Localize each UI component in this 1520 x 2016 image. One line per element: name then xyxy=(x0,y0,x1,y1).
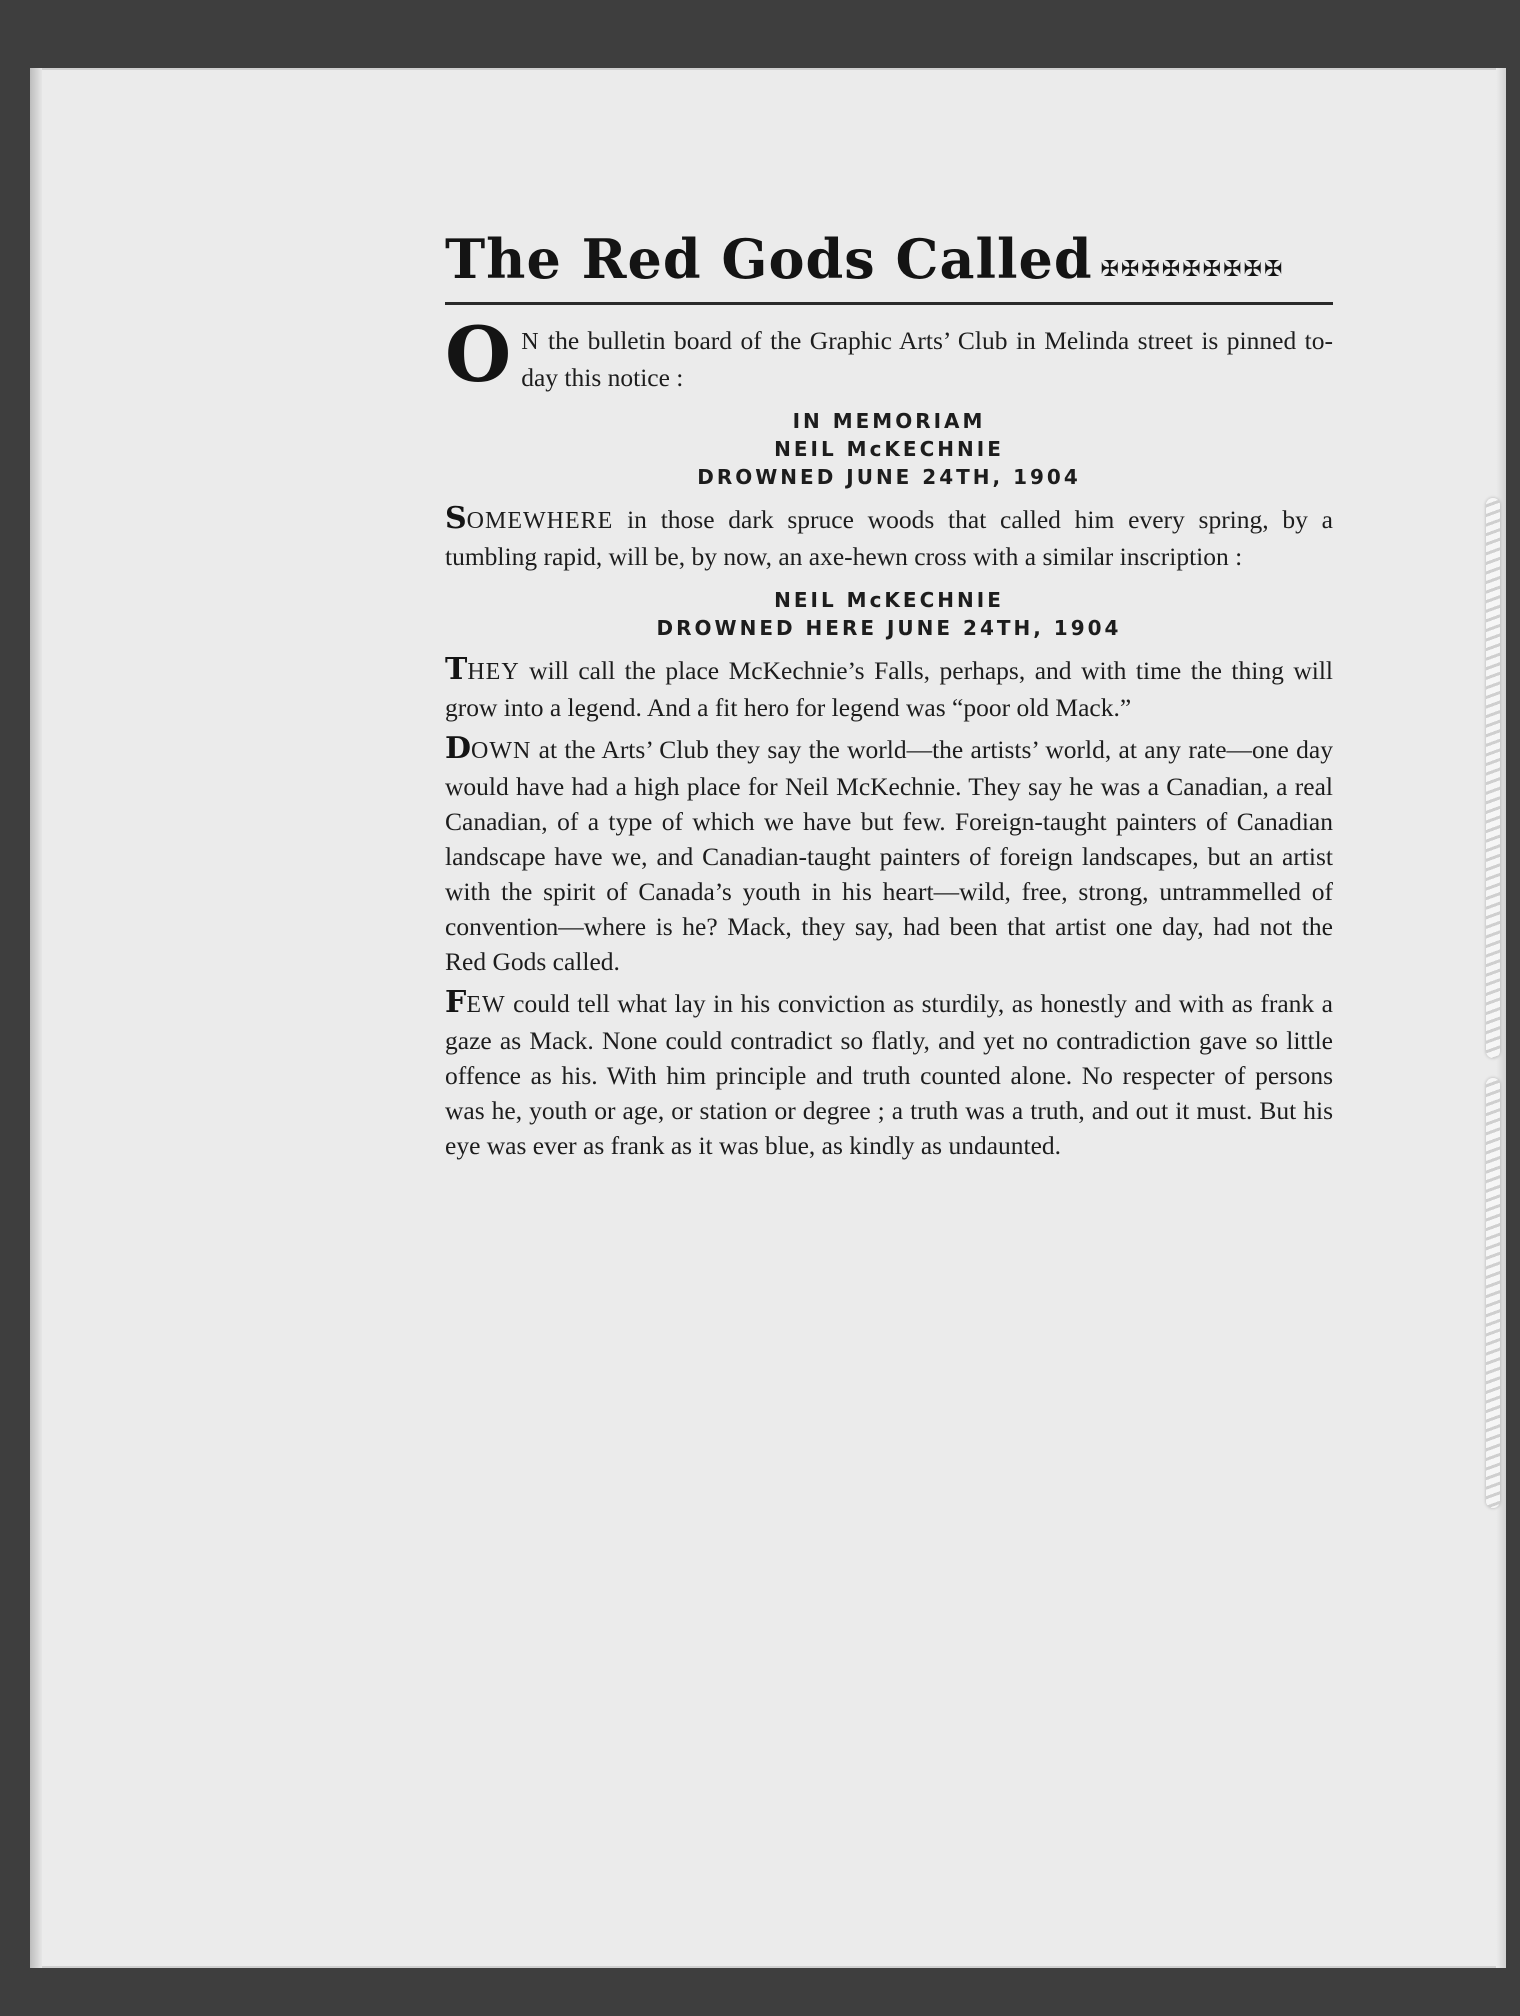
article-title xyxy=(445,220,1333,291)
binding-cord-top xyxy=(1486,498,1500,1058)
initial-s: S xyxy=(445,501,467,536)
cross-inscription xyxy=(445,586,1333,642)
paragraph-2-lead: OMEWHERE xyxy=(466,508,614,534)
binding-cord-bottom xyxy=(1486,1078,1500,1508)
title-text: The Red Gods Called xyxy=(445,227,1093,291)
paragraph-4-text: at the Arts’ Club they say the world—the artists’ world, at any rate—one day would have had a high place for Neil McKechnie. They say he was a Canadian, a real Canadian, of a type of which we have but few. Foreign-taught painters of Canadian landscape have we, and Canadian-taught painters of foreign landscapes, but an artist with the spirit of Canada’s youth in his heart—wild, free, strong, untrammelled of convention—where is he? Mack, they say, had been that artist one day, had not the Red Gods called. xyxy=(445,735,1333,976)
memoriam-notice xyxy=(445,407,1333,491)
paragraph-2-text: in those dark spruce woods that called him every spring, by a tumbling rapid, will be, by now, an axe-hewn cross with a similar inscription : xyxy=(445,505,1333,571)
inscription-line-1: NEIL McKECHNIE xyxy=(774,588,1004,612)
paragraph-4 xyxy=(445,731,1333,979)
paragraph-5 xyxy=(445,985,1333,1163)
drop-cap-o: O xyxy=(445,310,512,399)
notice-line-2: NEIL McKECHNIE xyxy=(774,437,1004,461)
book-page xyxy=(30,68,1506,1968)
initial-d: D xyxy=(445,731,472,766)
inscription-line-2: DROWNED HERE JUNE 24TH, 1904 xyxy=(656,616,1122,640)
page-gutter-left xyxy=(30,68,42,1968)
paragraph-3-text: will call the place McKechnie’s Falls, perhaps, and with time the thing will grow into a legend. And a fit hero for legend was “poor old Mack.” xyxy=(445,656,1333,722)
paragraph-1-lead: N xyxy=(521,329,540,355)
paragraph-2 xyxy=(445,501,1333,574)
initial-f: F xyxy=(445,985,467,1020)
title-rule xyxy=(445,302,1333,305)
notice-line-3: DROWNED JUNE 24TH, 1904 xyxy=(697,465,1081,489)
article xyxy=(445,220,1333,1169)
paragraph-1 xyxy=(445,310,1333,399)
paragraph-5-lead: EW xyxy=(466,992,506,1018)
paragraph-5-text: could tell what lay in his conviction as sturdily, as honestly and with as frank a gaze as Mack. None could contradict so flatly, and yet no contradiction gave so little offence as his. With him principle and truth counted alone. No respecter of persons was he, youth or age, or station or degree ; a truth was a truth, and out it must. But his eye was ever as frank as it was blue, as kindly as undaunted. xyxy=(445,989,1333,1160)
initial-t: T xyxy=(445,652,468,687)
paragraph-4-lead: OWN xyxy=(471,738,532,764)
paragraph-1-text: the bulletin board of the Graphic Arts’ Club in Melinda street is pinned to-day this notice : xyxy=(521,326,1333,392)
title-ornaments: ✠✠✠✠✠✠✠✠✠ xyxy=(1100,257,1285,282)
paragraph-3-lead: HEY xyxy=(467,659,520,685)
notice-line-1: IN MEMORIAM xyxy=(792,409,986,433)
paragraph-3 xyxy=(445,652,1333,725)
